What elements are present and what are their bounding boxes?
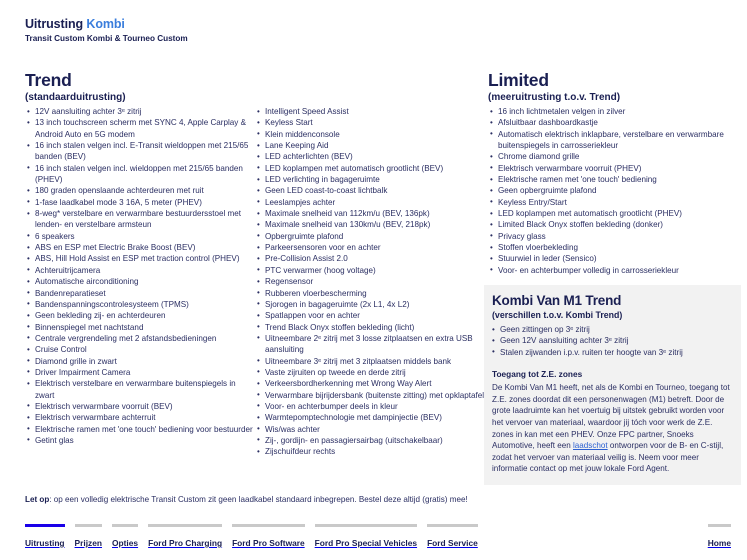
trend-feature-item: • LED koplampen met automatisch grootlicht (BEV) xyxy=(257,163,485,174)
tab-indicator-bar xyxy=(708,524,731,527)
footer-nav xyxy=(0,516,747,560)
kombi-van-m1-feature-item: • Geen zittingen op 3ᵉ zitrij xyxy=(492,324,733,335)
trend-feature-item: • Rubberen vloerbescherming xyxy=(257,288,485,299)
trend-feature-item: • Pre-Collision Assist 2.0 xyxy=(257,253,485,264)
page-title-main: Uitrusting xyxy=(25,17,84,31)
trend-feature-item: • Bandenreparatieset xyxy=(27,288,255,299)
page-header xyxy=(25,17,188,44)
trend-feature-item: • Automatische airconditioning xyxy=(27,276,255,287)
trend-feature-item: • 8-weg* verstelbare en verwarmbare bestuurdersstoel met lenden- en verstelbare armsteun xyxy=(27,208,255,231)
limited-feature-list xyxy=(490,106,740,276)
trend-feature-item: • PTC verwarmer (hoog voltage) xyxy=(257,265,485,276)
trend-feature-item: • Diamond grille in zwart xyxy=(27,356,255,367)
limited-feature-item: • Stoffen vloerbekleding xyxy=(490,242,740,253)
limited-feature-item: • Elektrische ramen met 'one touch' bediening xyxy=(490,174,740,185)
page-title-accent: Kombi xyxy=(86,17,125,31)
trend-feature-item: • Keyless Start xyxy=(257,117,485,128)
footer-tab-uitrusting[interactable] xyxy=(25,524,65,549)
trend-feature-list-column-2 xyxy=(257,106,485,458)
trend-feature-item: • 16 inch stalen velgen incl. E-Transit wieldoppen met 215/65 banden (BEV) xyxy=(27,140,255,163)
trend-feature-item: • Uitneembare 2ᵉ zitrij met 3 losse zitplaatsen en extra USB aansluiting xyxy=(257,333,485,356)
tab-label: Opties xyxy=(112,538,139,548)
trend-title: Trend xyxy=(25,70,72,90)
ze-zones-body xyxy=(492,382,733,475)
limited-feature-item: • Voor- en achterbumper volledig in carrosseriekleur xyxy=(490,265,740,276)
limited-feature-item: • Automatisch elektrisch inklapbare, verstelbare en verwarmbare buitenspiegels in carrosseriekleur xyxy=(490,129,740,152)
trend-feature-item: • Uitneembare 3ᵉ zitrij met 3 zitplaatsen middels bank xyxy=(257,356,485,367)
kombi-van-m1-feature-list xyxy=(492,324,733,358)
trend-feature-item: • Maximale snelheid van 130km/u (BEV, 218pk) xyxy=(257,219,485,230)
limited-feature-item: • LED koplampen met automatisch grootlicht (PHEV) xyxy=(490,208,740,219)
trend-feature-item: • LED achterlichten (BEV) xyxy=(257,151,485,162)
tab-indicator-bar xyxy=(148,524,222,527)
tab-indicator-bar xyxy=(75,524,102,527)
trend-feature-item: • LED verlichting in bagageruimte xyxy=(257,174,485,185)
trend-feature-item: • Getint glas xyxy=(27,435,255,446)
trend-feature-item: • Achteruitrijcamera xyxy=(27,265,255,276)
trend-feature-item: • Geen LED coast-to-coast lichtbalk xyxy=(257,185,485,196)
trend-feature-item: • Intelligent Speed Assist xyxy=(257,106,485,117)
trend-feature-item: • Elektrische ramen met 'one touch' bediening voor bestuurder xyxy=(27,424,255,435)
tab-indicator-bar xyxy=(315,524,417,527)
limited-subtitle: (meeruitrusting t.o.v. Trend) xyxy=(488,92,621,103)
trend-feature-item: • Zijschuifdeur rechts xyxy=(257,446,485,457)
trend-feature-item: • 180 graden openslaande achterdeuren met ruit xyxy=(27,185,255,196)
trend-feature-item: • 6 speakers xyxy=(27,231,255,242)
trend-feature-item: • Binnenspiegel met nachtstand xyxy=(27,322,255,333)
page-subtitle: Transit Custom Kombi & Tourneo Custom xyxy=(25,34,188,43)
trend-feature-item: • Klein middenconsole xyxy=(257,129,485,140)
trend-feature-item: • Wis/was achter xyxy=(257,424,485,435)
footnote-text: : op een volledig elektrische Transit Custom zit geen laadkabel standaard inbegrepen. Bestel deze altijd (gratis) mee! xyxy=(49,495,468,504)
tab-label: Ford Service xyxy=(427,538,478,548)
tab-indicator-bar xyxy=(112,524,138,527)
trend-feature-item: • Parkeersensoren voor en achter xyxy=(257,242,485,253)
trend-feature-item: • Elektrisch verwarmbare voorruit (BEV) xyxy=(27,401,255,412)
kombi-van-m1-feature-item: • Stalen zijwanden i.p.v. ruiten ter hoogte van 3ᵉ zitrij xyxy=(492,347,733,358)
footer-tab-prijzen[interactable] xyxy=(75,524,102,549)
tab-label: Ford Pro Software xyxy=(232,538,305,548)
trend-feature-item: • ABS, Hill Hold Assist en ESP met traction control (PHEV) xyxy=(27,253,255,264)
trend-feature-item: • 1-fase laadkabel mode 3 16A, 5 meter (PHEV) xyxy=(27,197,255,208)
trend-feature-item: • Regensensor xyxy=(257,276,485,287)
footer-tab-ford-service[interactable] xyxy=(427,524,478,549)
trend-feature-item: • Centrale vergrendeling met 2 afstandsbedieningen xyxy=(27,333,255,344)
trend-feature-item: • Trend Black Onyx stoffen bekleding (licht) xyxy=(257,322,485,333)
tab-label: Prijzen xyxy=(74,538,103,548)
tab-indicator-bar xyxy=(232,524,305,527)
footnote xyxy=(25,494,468,505)
trend-feature-item: • Lane Keeping Aid xyxy=(257,140,485,151)
limited-feature-item: • Stuurwiel in leder (Sensico) xyxy=(490,253,740,264)
trend-feature-item: • 13 inch touchscreen scherm met SYNC 4, Apple Carplay & Android Auto en 5G modem xyxy=(27,117,255,140)
trend-feature-item: • ABS en ESP met Electric Brake Boost (BEV) xyxy=(27,242,255,253)
ze-body-text-2: ontworpen voor de B- en C-stijl, zodat het vervoer van materiaal veilig is. Neem voor meer informatie contact op met jouw lokale Ford Agent. xyxy=(492,441,724,474)
tab-label: Home xyxy=(707,538,731,548)
limited-feature-item: • Afsluitbaar dashboardkastje xyxy=(490,117,740,128)
ze-body-text-1: De Kombi Van M1 heeft, net als de Kombi en Tourneo, toegang tot Z.E. zones doordat dit een personenwagen (M1) betreft. Door de grote laadruimte kan het voertuig bij uitstek gebruikt worden voor het vervoer van materiaal, waardoor jij tóch voor werk de Z.E. zones in kan met een PHEV. Onze FPC partner, Snoeks Automotive, heeft een xyxy=(492,383,730,451)
trend-feature-item: • Verwarmbare bijrijdersbank (buitenste zitting) met opklaptafel xyxy=(257,390,485,401)
trend-feature-item: • Bandenspanningscontrolesysteem (TPMS) xyxy=(27,299,255,310)
tab-indicator-bar xyxy=(25,524,65,527)
footer-tab-ford-pro-software[interactable] xyxy=(232,524,305,549)
limited-feature-item: • Geen opbergruimte plafond xyxy=(490,185,740,196)
trend-feature-item: • Elektrisch verwarmbare achterruit xyxy=(27,412,255,423)
trend-feature-item: • Cruise Control xyxy=(27,344,255,355)
trend-feature-item: • Leeslampjes achter xyxy=(257,197,485,208)
footer-tab-ford-pro-special-vehicles[interactable] xyxy=(315,524,417,549)
trend-feature-item: • Geen bekleding zij- en achterdeuren xyxy=(27,310,255,321)
trend-feature-list-column-1 xyxy=(27,106,255,446)
limited-feature-item: • Elektrisch verwarmbare voorruit (PHEV) xyxy=(490,163,740,174)
trend-feature-item: • Voor- en achterbumper deels in kleur xyxy=(257,401,485,412)
page-title xyxy=(25,17,188,32)
kombi-van-m1-title: Kombi Van M1 Trend xyxy=(492,293,622,308)
trend-feature-item: • Sjorogen in bagageruimte (2x L1, 4x L2) xyxy=(257,299,485,310)
tab-label: Ford Pro Charging xyxy=(148,538,223,548)
trend-feature-item: • Zij-, gordijn- en passagiersairbag (uitschakelbaar) xyxy=(257,435,485,446)
trend-feature-item: • Driver Impairment Camera xyxy=(27,367,255,378)
trend-heading-group xyxy=(25,70,126,104)
tab-label: Uitrusting xyxy=(25,538,65,548)
footer-tab-ford-pro-charging[interactable] xyxy=(148,524,222,549)
footnote-label: Let op xyxy=(25,495,50,504)
trend-feature-item: • Warmtepomptechnologie met dampinjectie (BEV) xyxy=(257,412,485,423)
trend-feature-item: • Spatlappen voor en achter xyxy=(257,310,485,321)
limited-title: Limited xyxy=(488,70,549,90)
laadschot-link[interactable]: laadschot xyxy=(573,441,608,451)
tab-indicator-bar xyxy=(427,524,478,527)
limited-feature-item: • Chrome diamond grille xyxy=(490,151,740,162)
trend-feature-item: • Maximale snelheid van 112km/u (BEV, 136pk) xyxy=(257,208,485,219)
footer-tab-opties[interactable] xyxy=(112,524,138,549)
trend-feature-item: • Verkeersbordherkenning met Wrong Way Alert xyxy=(257,378,485,389)
ze-zones-title: Toegang tot Z.E. zones xyxy=(492,369,583,380)
trend-feature-item: • Opbergruimte plafond xyxy=(257,231,485,242)
kombi-van-m1-feature-item: • Geen 12V aansluiting achter 3ᵉ zitrij xyxy=(492,335,733,346)
trend-subtitle: (standaarduitrusting) xyxy=(25,92,126,103)
limited-feature-item: • Privacy glass xyxy=(490,231,740,242)
limited-feature-item: • 16 inch lichtmetalen velgen in zilver xyxy=(490,106,740,117)
limited-feature-item: • Keyless Entry/Start xyxy=(490,197,740,208)
trend-feature-item: • Vaste zijruiten op tweede en derde zitrij xyxy=(257,367,485,378)
footer-tab-home[interactable] xyxy=(708,524,731,549)
trend-feature-item: • 12V aansluiting achter 3ᵉ zitrij xyxy=(27,106,255,117)
trend-feature-item: • Elektrisch verstelbare en verwarmbare buitenspiegels in zwart xyxy=(27,378,255,401)
limited-heading-group xyxy=(488,70,620,104)
kombi-van-m1-panel xyxy=(484,285,741,485)
kombi-van-m1-subtitle: (verschillen t.o.v. Kombi Trend) xyxy=(492,310,623,320)
limited-feature-item: • Limited Black Onyx stoffen bekleding (donker) xyxy=(490,219,740,230)
tab-label: Ford Pro Special Vehicles xyxy=(314,538,418,548)
trend-feature-item: • 16 inch stalen velgen incl. wieldoppen met 215/65 banden (PHEV) xyxy=(27,163,255,186)
